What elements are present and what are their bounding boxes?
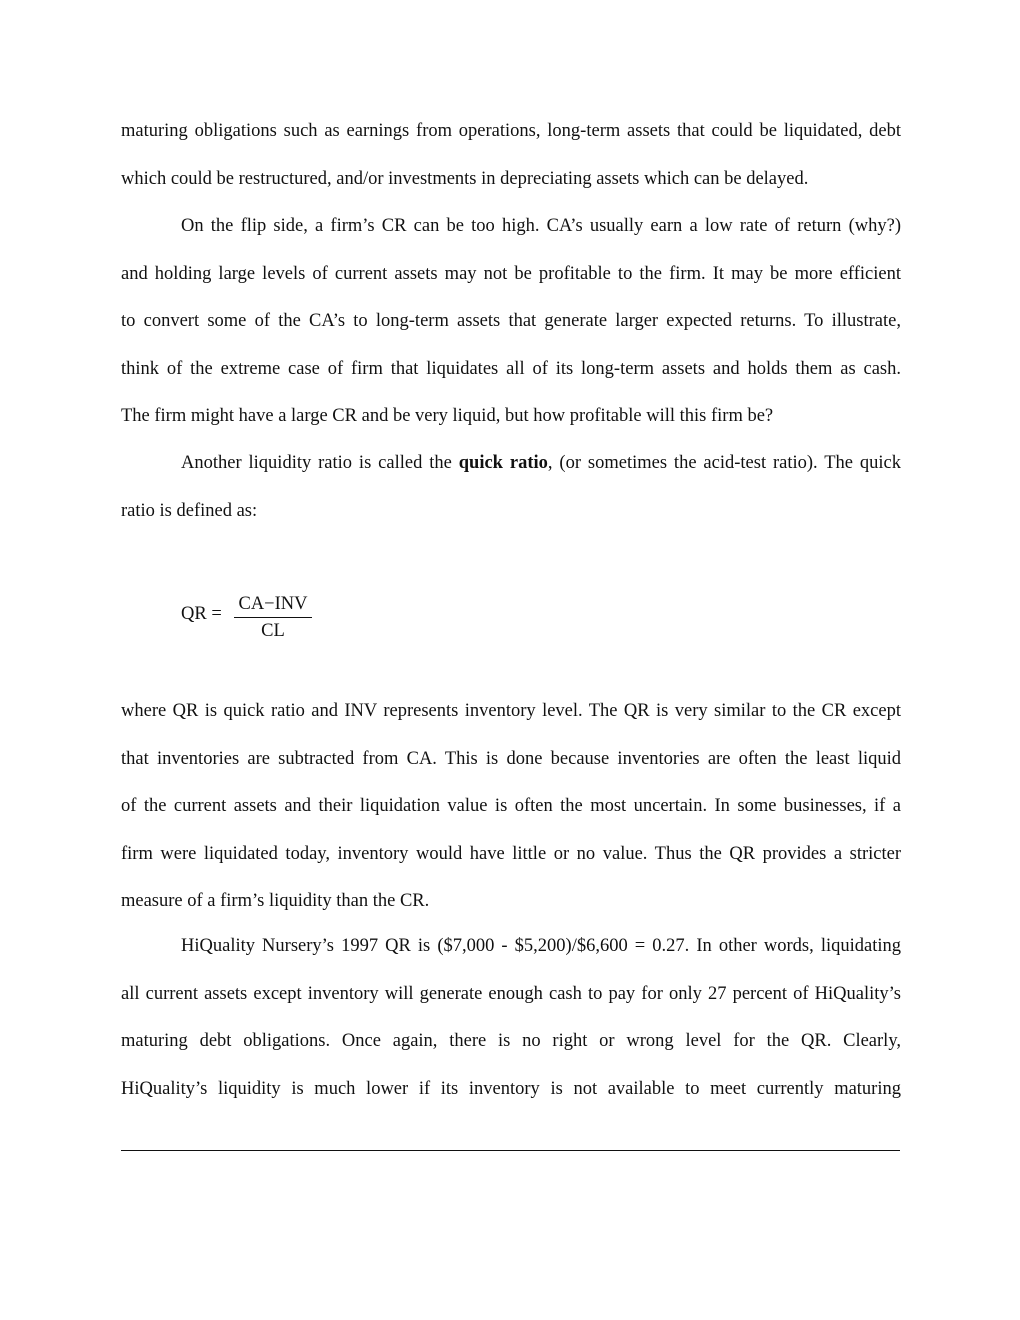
quick-ratio-term: quick ratio <box>458 453 548 473</box>
text-line: where QR is quick ratio and INV represents inventory level. The QR is very similar to the CR except <box>121 701 901 721</box>
text-line: maturing obligations such as earnings from operations, long-term assets that could be liquidated, debt <box>121 121 901 141</box>
footnote-divider <box>121 1150 900 1151</box>
text-line: On the flip side, a firm’s CR can be too high. CA’s usually earn a low rate of return (why?) <box>181 216 901 236</box>
formula-lhs: QR = <box>181 604 222 624</box>
formula-fraction <box>234 592 312 644</box>
quick-ratio-text-after: , (or sometimes the acid-test ratio). The quick <box>547 453 902 473</box>
text-line <box>121 440 901 488</box>
paragraph-cr-too-high <box>121 203 901 441</box>
quick-ratio-formula <box>181 592 381 652</box>
text-line: all current assets except inventory will generate enough cash to pay for only 27 percent of HiQuality’s <box>121 983 901 1004</box>
text-line: that inventories are subtracted from CA. This is done because inventories are often the least liquid <box>121 748 901 769</box>
paragraph-maturing-obligations <box>121 108 901 203</box>
text-line: measure of a firm’s liquidity than the CR. <box>121 891 430 911</box>
paragraph-hiquality-example <box>121 923 901 1113</box>
text-line: think of the extreme case of firm that liquidates all of its long-term assets and holds them as cash. <box>121 358 901 379</box>
paragraph-quick-ratio-intro <box>121 440 901 535</box>
text-line: The firm might have a large CR and be very liquid, but how profitable will this firm be? <box>121 406 774 426</box>
text-line: HiQuality’s liquidity is much lower if its inventory is not available to meet currently maturing <box>121 1078 901 1099</box>
text-line: ratio is defined as: <box>121 500 258 521</box>
text-line: firm were liquidated today, inventory would have little or no value. Thus the QR provides a stricter <box>121 843 901 864</box>
text-line: to convert some of the CA’s to long-term assets that generate larger expected returns. To illustrate, <box>121 311 901 331</box>
quick-ratio-text-before: Another liquidity ratio is called the <box>181 453 459 473</box>
text-line: and holding large levels of current assets may not be profitable to the firm. It may be more efficient <box>121 263 901 284</box>
text-line: of the current assets and their liquidation value is often the most uncertain. In some businesses, if a <box>121 796 901 816</box>
text-line: which could be restructured, and/or investments in depreciating assets which can be delayed. <box>121 168 809 189</box>
formula-denominator: CL <box>261 621 285 641</box>
formula-numerator: CA−INV <box>234 592 312 618</box>
text-line: HiQuality Nursery’s 1997 QR is ($7,000 - $5,200)/$6,600 = 0.27. In other words, liquidating <box>181 936 901 956</box>
text-line: maturing debt obligations. Once again, there is no right or wrong level for the QR. Clearly, <box>121 1031 901 1051</box>
paragraph-qr-explanation <box>121 688 901 926</box>
